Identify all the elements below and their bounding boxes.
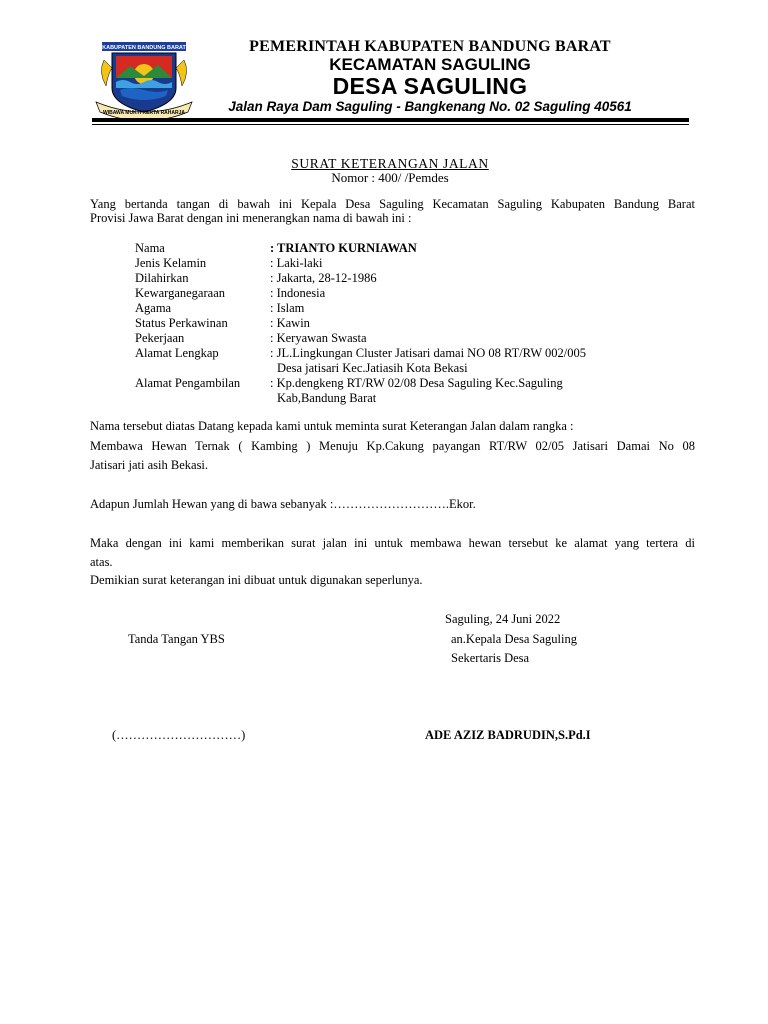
letterhead-address: Jalan Raya Dam Saguling - Bangkenang No. 02 Saguling 40561 (228, 99, 632, 114)
intro-line-2: Provisi Jawa Barat dengan ini menerangkan nama di bawah ini : (90, 211, 412, 225)
value-nama: : TRIANTO KURNIAWAN (270, 241, 417, 255)
body-paragraph-1: Nama tersebut diatas Datang kepada kami untuk meminta surat Keterangan Jalan dalam rangka : (90, 419, 574, 433)
label-dilahirkan: Dilahirkan (135, 271, 189, 285)
body-paragraph-2-line-2: Jatisari jati asih Bekasi. (90, 458, 209, 472)
signature-left-name: (…………………………) (112, 728, 246, 742)
label-agama: Agama (135, 301, 172, 315)
body-paragraph-5: Demikian surat keterangan ini dibuat untuk digunakan seperlunya. (90, 573, 423, 587)
intro-line-1: Yang bertanda tangan di bawah ini Kepala Desa Saguling Kecamatan Saguling Kabupaten Bandung Barat (90, 197, 695, 211)
svg-text:KABUPATEN BANDUNG BARAT: KABUPATEN BANDUNG BARAT (102, 45, 186, 51)
body-paragraph-2-line-1: Membawa Hewan Ternak ( Kambing ) Menuju Kp.Cakung payangan RT/RW 02/05 Jatisari Damai No 08 (90, 439, 695, 453)
document-number: Nomor : 400/ /Pemdes (331, 170, 449, 185)
value-kewarganegaraan: : Indonesia (270, 286, 326, 300)
label-jenis-kelamin: Jenis Kelamin (135, 256, 207, 270)
document-title: SURAT KETERANGAN JALAN (291, 156, 489, 171)
value-dilahirkan: : Jakarta, 28-12-1986 (270, 271, 377, 285)
signature-right-title-2: Sekertaris Desa (451, 651, 530, 665)
signature-left-title: Tanda Tangan YBS (128, 632, 225, 646)
value-jenis-kelamin: : Laki-laki (270, 256, 323, 270)
body-paragraph-3: Adapun Jumlah Hewan yang di bawa sebanyak :……………………….Ekor. (90, 497, 476, 511)
label-status-perkawinan: Status Perkawinan (135, 316, 228, 330)
label-kewarganegaraan: Kewarganegaraan (135, 286, 225, 300)
value-agama: : Islam (270, 301, 305, 315)
svg-text:WIBAWA MUKTI KERTA RAHARJA: WIBAWA MUKTI KERTA RAHARJA (102, 110, 186, 116)
value-alamat-lengkap-line-2: Desa jatisari Kec.Jatiasih Kota Bekasi (277, 361, 468, 375)
letterhead-divider-thick (92, 118, 689, 122)
signature-place-date: Saguling, 24 Juni 2022 (445, 612, 561, 626)
value-alamat-lengkap: : JL.Lingkungan Cluster Jatisari damai NO 08 RT/RW 002/005 (270, 346, 587, 360)
letterhead-government: PEMERINTAH KABUPATEN BANDUNG BARAT (249, 38, 611, 55)
body-paragraph-4-line-1: Maka dengan ini kami memberikan surat jalan ini untuk membawa hewan tersebut ke alamat yang tertera di (90, 536, 695, 550)
label-alamat-lengkap: Alamat Lengkap (135, 346, 219, 360)
letterhead-village: DESA SAGULING (332, 73, 528, 99)
label-nama: Nama (135, 241, 165, 255)
kbb-logo (90, 38, 198, 120)
letterhead-divider-thin (92, 124, 689, 125)
label-pekerjaan: Pekerjaan (135, 331, 185, 345)
body-paragraph-4-line-2: atas. (90, 555, 113, 569)
label-alamat-pengambilan: Alamat Pengambilan (135, 376, 241, 390)
letterhead-district: KECAMATAN SAGULING (329, 55, 531, 74)
signature-right-title-1: an.Kepala Desa Saguling (451, 632, 578, 646)
value-alamat-pengambilan-line-2: Kab,Bandung Barat (277, 391, 377, 405)
signature-right-name: ADE AZIZ BADRUDIN,S.Pd.I (425, 728, 591, 742)
value-pekerjaan: : Keryawan Swasta (270, 331, 367, 345)
value-alamat-pengambilan: : Kp.dengkeng RT/RW 02/08 Desa Saguling Kec.Saguling (270, 376, 563, 390)
value-status-perkawinan: : Kawin (270, 316, 310, 330)
